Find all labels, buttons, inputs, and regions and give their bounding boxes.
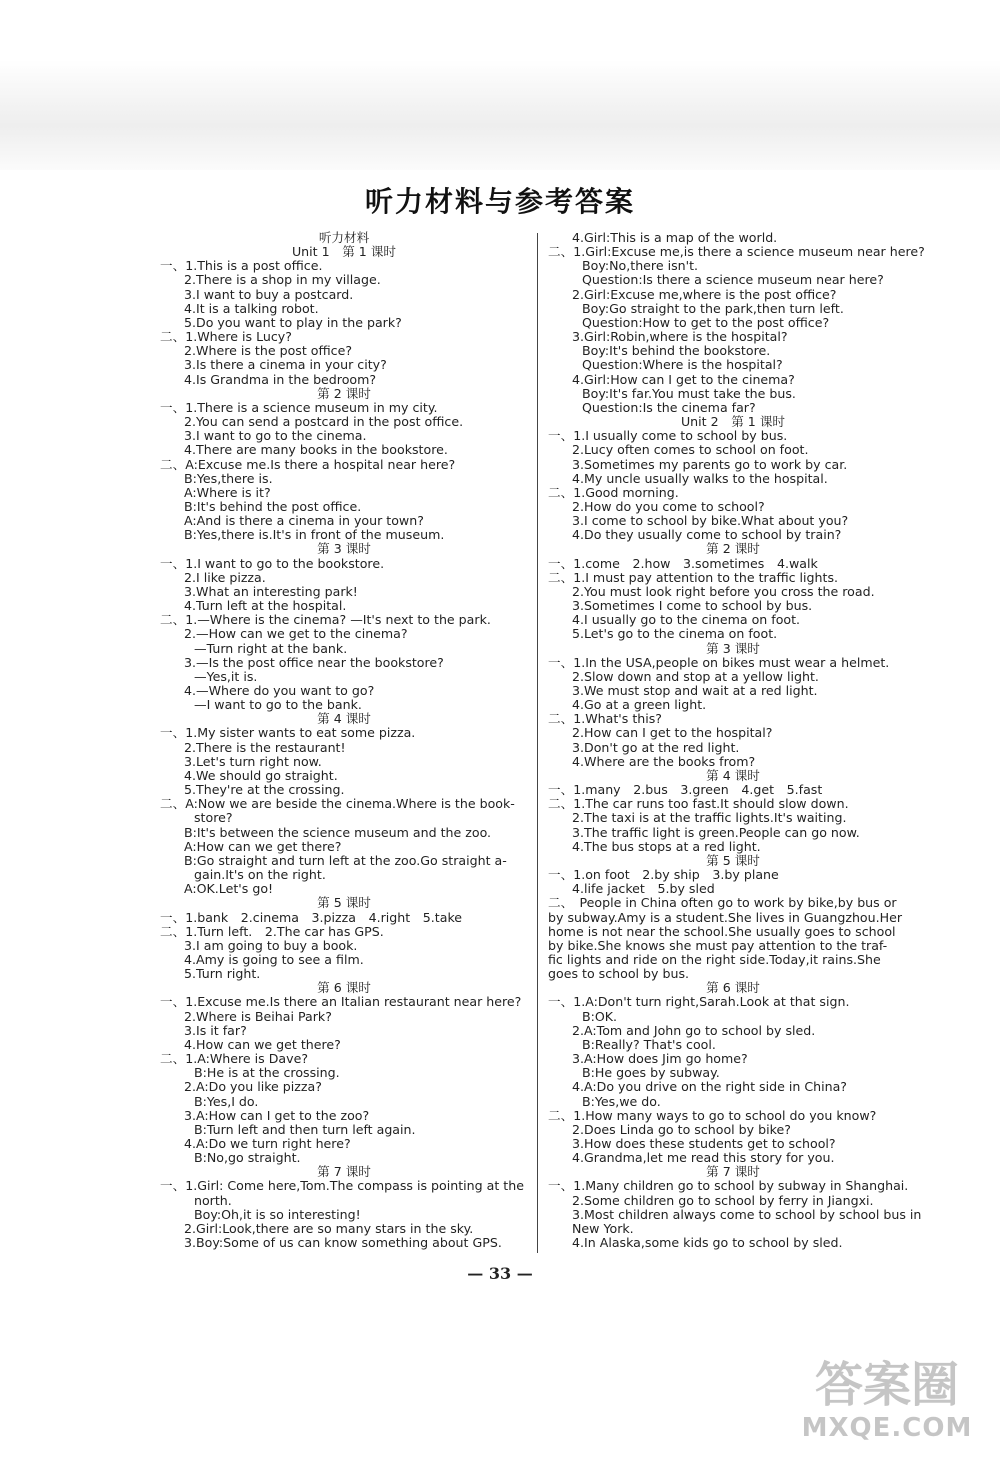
text-line: 3.Is it far?: [184, 1022, 247, 1038]
text-line: B:Yes,there is.: [184, 470, 273, 486]
text-line: 一、1.Girl: Come here,Tom.The compass is pointing at the: [160, 1178, 524, 1194]
scan-shadow-band: [0, 60, 1000, 170]
text-line: 4.We should go straight.: [184, 767, 338, 783]
text-line: 3.Don't go at the red light.: [572, 739, 740, 755]
text-line: 4.life jacket 5.by sled: [572, 881, 715, 897]
text-line: 4.Girl:This is a map of the world.: [572, 230, 778, 245]
lesson-heading: Unit 1 第 1 课时: [291, 244, 397, 260]
text-line: 一、1.I usually come to school by bus.: [548, 428, 788, 444]
text-line: —Turn right at the bank.: [194, 640, 348, 656]
text-line: 4.A:Do you drive on the right side in China?: [572, 1079, 847, 1095]
text-line: B:Really? That's cool.: [582, 1036, 716, 1052]
text-line: —Yes,it is.: [194, 668, 258, 684]
text-line: 4.The bus stops at a red light.: [572, 838, 761, 854]
text-line: 3.Boy:Some of us can know something about GPS.: [184, 1235, 502, 1251]
text-line: 一、1.many 2.bus 3.green 4.get 5.fast: [548, 782, 823, 798]
text-line: 4.Grandma,let me read this story for you.: [572, 1150, 835, 1166]
watermark-logo: 答案圈: [814, 1357, 959, 1413]
text-line: 4.I usually go to the cinema on foot.: [572, 612, 801, 628]
text-line: 3.The traffic light is green.People can go now.: [572, 824, 860, 840]
page-title: 听力材料与参考答案: [364, 185, 635, 218]
text-line: 5.Let's go to the cinema on foot.: [572, 626, 778, 642]
text-line: 二、1.I must pay attention to the traffic lights.: [548, 569, 839, 585]
text-line: B:It's behind the post office.: [184, 498, 362, 514]
text-line: 2.You can send a postcard in the post office.: [184, 414, 464, 430]
text-line: 5.Do you want to play in the park?: [184, 314, 402, 330]
text-line: 3.I come to school by bike.What about you?: [572, 513, 849, 529]
right-column: [548, 230, 925, 1251]
text-line: B:Yes,there is.It's in front of the museum.: [184, 527, 445, 543]
text-line: 2.There is the restaurant!: [184, 739, 346, 755]
text-line: 2.How do you come to school?: [572, 498, 765, 514]
page-number: — 33 —: [467, 1264, 533, 1283]
text-line: 二、1.Where is Lucy?: [160, 329, 292, 345]
text-line: 2.You must look right before you cross the road.: [572, 583, 875, 599]
text-line: 3.A:How does Jim go home?: [572, 1051, 748, 1067]
text-line: 一、1.on foot 2.by ship 3.by plane: [548, 867, 779, 883]
text-line: 二、 People in China often go to work by bike,by bus or: [548, 895, 897, 911]
text-line: fic lights and ride on the right side.Today,it rains.She: [548, 951, 881, 967]
text-line: 5.They're at the crossing.: [184, 782, 345, 798]
lesson-heading: 第 3 课时: [317, 541, 371, 557]
text-line: 4.Where are the books from?: [572, 753, 756, 769]
text-line: by subway.Amy is a student.She lives in Guangzhou.Her: [548, 909, 903, 925]
text-line: 2.Girl:Look,there are so many stars in the sky.: [184, 1220, 474, 1236]
lesson-heading: 第 6 课时: [706, 980, 760, 996]
text-line: 一、1.Many children go to school by subway in Shanghai.: [548, 1178, 909, 1194]
text-line: Question:Where is the hospital?: [582, 357, 783, 373]
text-line: B:OK.: [582, 1008, 618, 1024]
text-line: B:Yes,I do.: [194, 1093, 259, 1109]
text-line: 4.Turn left at the hospital.: [184, 598, 347, 614]
lesson-heading: 第 4 课时: [317, 711, 371, 727]
text-line: 4.It is a talking robot.: [184, 300, 319, 316]
text-line: 3.I want to go to the cinema.: [184, 428, 367, 444]
text-line: 二、1.—Where is the cinema? —It's next to the park.: [160, 612, 491, 628]
site-watermark: [792, 1357, 982, 1457]
text-line: Boy:Go straight to the park,then turn left.: [582, 300, 844, 316]
text-line: 4.Girl:How can I get to the cinema?: [572, 371, 795, 387]
text-line: 2.—How can we get to the cinema?: [184, 626, 408, 642]
text-line: 二、A:Excuse me.Is there a hospital near here?: [160, 456, 456, 472]
lesson-heading: 第 5 课时: [317, 895, 371, 911]
lesson-heading: 第 3 课时: [706, 640, 760, 656]
text-line: 2.I like pizza.: [184, 569, 266, 585]
text-line: 4.Do they usually come to school by train?: [572, 527, 842, 543]
text-line: 二、1.Turn left. 2.The car has GPS.: [160, 923, 384, 939]
text-line: 一、1.There is a science museum in my city.: [160, 399, 438, 415]
text-line: 2.Slow down and stop at a yellow light.: [572, 668, 819, 684]
text-line: 2.A:Tom and John go to school by sled.: [572, 1022, 816, 1038]
text-line: New York.: [572, 1220, 634, 1236]
text-line: B:Yes,we do.: [582, 1093, 661, 1109]
text-line: 3.How does these students get to school?: [572, 1136, 836, 1151]
text-line: 3.—Is the post office near the bookstore?: [184, 654, 444, 670]
text-line: 二、1.How many ways to go to school do you know?: [548, 1107, 877, 1123]
text-line: B:He goes by subway.: [582, 1065, 720, 1081]
lesson-heading: 第 5 课时: [706, 852, 760, 868]
text-line: 3.Sometimes my parents go to work by car.: [572, 456, 848, 472]
left-column: [160, 231, 528, 1250]
text-line: Question:Is the cinema far?: [582, 399, 756, 415]
text-line: 2.Where is Beihai Park?: [184, 1008, 332, 1024]
text-line: Boy:It's far.You must take the bus.: [582, 385, 796, 401]
text-line: Question:Is there a science museum near here?: [582, 272, 884, 288]
text-line: 4.Is Grandma in the bedroom?: [184, 371, 377, 387]
text-line: 3.Is there a cinema in your city?: [184, 357, 387, 373]
text-line: 4.A:Do we turn right here?: [184, 1136, 351, 1151]
text-line: 4.Go at a green light.: [572, 697, 707, 713]
lesson-heading: 第 4 课时: [706, 767, 760, 783]
text-line: 3.We must stop and wait at a red light.: [572, 683, 818, 698]
watermark-url: MXQE.COM: [801, 1413, 973, 1443]
text-line: 一、1.bank 2.cinema 3.pizza 4.right 5.take: [160, 909, 463, 925]
text-line: goes to school by bus.: [548, 966, 690, 982]
text-line: 3.Sometimes I come to school by bus.: [572, 598, 813, 614]
text-line: 4.There are many books in the bookstore.: [184, 442, 448, 458]
text-line: B:It's between the science museum and the zoo.: [184, 824, 492, 840]
text-line: A:Where is it?: [184, 484, 271, 500]
text-line: 二、A:Now we are beside the cinema.Where is the book-: [160, 796, 515, 812]
text-line: 一、1.Excuse me.Is there an Italian restaurant near here?: [160, 994, 522, 1010]
text-line: 3.What an interesting park!: [184, 583, 358, 599]
text-line: A:OK.Let's go!: [184, 881, 274, 897]
text-line: A:How can we get there?: [184, 838, 342, 854]
text-line: 二、1.A:Where is Dave?: [160, 1051, 309, 1067]
text-line: 4.How can we get there?: [184, 1036, 341, 1052]
text-line: north.: [194, 1192, 232, 1208]
text-line: 3.A:How can I get to the zoo?: [184, 1107, 370, 1123]
text-line: 二、1.Girl:Excuse me,is there a science museum near here?: [548, 244, 925, 260]
text-line: 二、1.Good morning.: [548, 484, 679, 500]
text-line: Question:How to get to the post office?: [582, 314, 830, 330]
lesson-heading: 第 7 课时: [706, 1164, 760, 1180]
text-line: 4.My uncle usually walks to the hospital.: [572, 470, 828, 486]
text-line: by bike.She knows she must pay attention to the traf-: [548, 937, 888, 953]
text-line: 一、1.come 2.how 3.sometimes 4.walk: [548, 555, 818, 571]
text-line: home is not near the school.She usually goes to school: [548, 923, 896, 939]
text-line: Boy:It's behind the bookstore.: [582, 343, 771, 359]
lesson-heading: Unit 2 第 1 课时: [680, 414, 786, 430]
lesson-heading: 第 6 课时: [317, 980, 371, 996]
text-line: Boy:Oh,it is so interesting!: [194, 1206, 361, 1222]
text-line: 2.Lucy often comes to school on foot.: [572, 442, 809, 458]
text-line: 4.Amy is going to see a film.: [184, 951, 364, 967]
text-line: 一、1.I want to go to the bookstore.: [160, 555, 385, 571]
text-line: B:Go straight and turn left at the zoo.Go straight a-: [184, 852, 507, 868]
text-line: 2.How can I get to the hospital?: [572, 725, 773, 741]
text-line: B:Turn left and then turn left again.: [194, 1121, 416, 1137]
text-line: 一、1.This is a post office.: [160, 258, 323, 274]
text-line: 2.Where is the post office?: [184, 343, 353, 359]
text-line: gain.It's on the right.: [194, 867, 326, 883]
text-line: B:He is at the crossing.: [194, 1065, 340, 1081]
text-line: 3.I want to buy a postcard.: [184, 286, 354, 302]
text-line: 一、1.In the USA,people on bikes must wear a helmet.: [548, 654, 890, 670]
lesson-heading: 第 2 课时: [317, 385, 371, 401]
text-line: Boy:No,there isn't.: [582, 258, 699, 274]
text-line: 4.In Alaska,some kids go to school by sled.: [572, 1235, 843, 1251]
text-line: 2.The taxi is at the traffic lights.It's waiting.: [572, 810, 847, 826]
column-divider: [537, 233, 538, 1253]
text-line: store?: [194, 810, 233, 826]
section-heading: 听力材料: [318, 230, 370, 245]
text-line: 2.There is a shop in my village.: [184, 272, 381, 288]
text-line: 5.Turn right.: [184, 966, 261, 982]
text-line: 3.Most children always come to school by school bus in: [572, 1206, 922, 1222]
text-line: —I want to go to the bank.: [194, 697, 362, 713]
text-line: 2.Some children go to school by ferry in Jiangxi.: [572, 1192, 874, 1208]
lesson-heading: 第 7 课时: [317, 1164, 371, 1180]
text-line: 二、1.What's this?: [548, 711, 662, 727]
text-line: B:No,go straight.: [194, 1150, 301, 1166]
text-line: 3.Girl:Robin,where is the hospital?: [572, 329, 788, 345]
text-line: 3.Let's turn right now.: [184, 753, 322, 769]
text-line: 2.A:Do you like pizza?: [184, 1079, 322, 1095]
text-line: 2.Girl:Excuse me,where is the post office?: [572, 286, 837, 302]
text-line: 4.—Where do you want to go?: [184, 683, 375, 698]
text-line: 3.I am going to buy a book.: [184, 937, 358, 953]
text-line: 一、1.My sister wants to eat some pizza.: [160, 725, 416, 741]
text-line: 二、1.The car runs too fast.It should slow down.: [548, 796, 849, 812]
text-line: 2.Does Linda go to school by bike?: [572, 1121, 791, 1137]
text-line: A:And is there a cinema in your town?: [184, 513, 424, 529]
lesson-heading: 第 2 课时: [706, 541, 760, 557]
text-line: 一、1.A:Don't turn right,Sarah.Look at that sign.: [548, 994, 850, 1010]
